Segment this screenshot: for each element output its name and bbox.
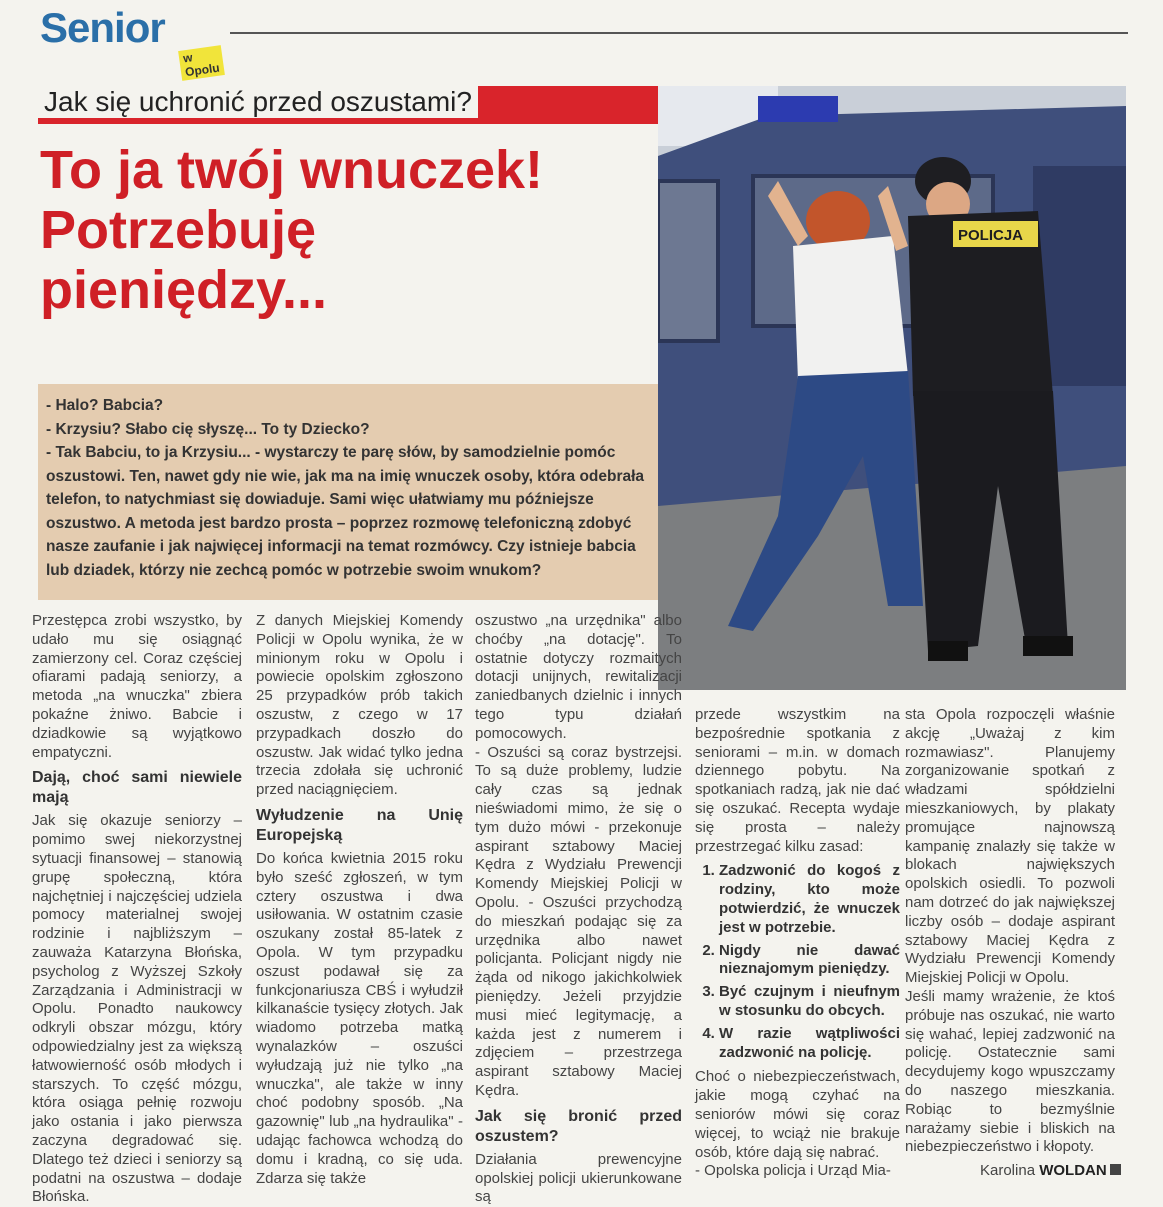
intro-box [38, 384, 660, 600]
safety-rule-1: 1. Zadzwonić do kogoś z rodziny, kto może potwierdzić, że wnuczek jest w potrzebie. [719, 862, 900, 937]
col2-paragraph-1: Z danych Miejskiej Komendy Policji w Opolu wynika, że w minionym roku w Opolu i powiecie opolskim zgłoszono 25 przypadków prób takich oszustw, z czego w 17 przypadkach doszło do oszustw. Jak widać tylko jedna trzecia zdołała się uchronić przed naciągnięciem. [256, 612, 463, 799]
end-mark-icon [1110, 1164, 1121, 1175]
intro-line-3: - Tak Babciu, to ja Krzysiu... - wystarczy te parę słów, by samodzielnie pomóc oszustowi. Ten, nawet gdy nie wie, jak ma na imię wnuczek osoby, która odebrała telefon, to natychmiast się dowiaduje. Sami więc ułatwiamy mu późniejsze oszustwo. A metoda jest bardzo prosta – poprzez rozmowę telefoniczną zdobyć nasze zaufanie i jak najwięcej informacji na temat rozmówcy. Czy istnieje babcia lub dziadek, którzy nie zechcą pomóc w potrzebie swoim wnukom? [46, 444, 645, 579]
col2-paragraph-2: Do końca kwietnia 2015 roku było sześć zgłoszeń, w tym cztery oszustwa i dwa usiłowania. W ostatnim czasie oszukany został 85-latek z Opola. W tym przypadku oszust podawał się za funkcjonariusza CBŚ i wyłudził kilkanaście tysięcy złotych. Jak wiadomo potrzeba matką wynalazków – oszuści wyłudzają już nie tylko „na wnuczka", ale także w inny choć podobny sposób. „Na gazownię" lub „na hydraulika" - udając fachowca wchodzą do domu i kradną, co się uda. Zdarza się także [256, 849, 463, 1187]
safety-rule-4: 4. W razie wątpliwości zadzwonić na policję. [719, 1025, 900, 1063]
intro-line-2: - Krzysiu? Słabo cię słyszę... To ty Dziecko? [46, 420, 370, 438]
column-2 [256, 612, 463, 1188]
police-photo [658, 86, 1126, 690]
top-rule [230, 32, 1128, 34]
masthead [40, 4, 221, 80]
magazine-tag: w Opolu [178, 45, 224, 81]
col3-subheading: Jak się bronić przed oszustem? [475, 1107, 682, 1145]
col4-paragraph-1: przede wszystkim na bezpośrednie spotkania z seniorami – m.in. w domach dziennego pobytu. Na spotkaniach radzą, jak nie dać się oszukać. Recepta wydaje się prosta – należy przestrzegać kilku zasad: [695, 706, 900, 855]
col1-paragraph-2: Jak się okazuje seniorzy – pomimo swej niekorzystnej sytuacji finansowej – stanowią grupę społeczną, która najchętniej i najczęściej udziela pomocy materialnej swojej rodzinie i najbliższym – zauważa Katarzyna Błońska, psycholog z Wyższej Szkoły Zarządzania i Administracji w Opolu. Ponadto naukowcy odkryli obszar mózgu, który odpowiedzialny jest za większą łatwowierność osób młodych i starszych. To część mózgu, która osiąga pełnię rozwoju jako ostania i jako pierwsza zaczyna degradować się. Dlatego też dzieci i seniorzy są podatni na oszustwa – dodaje Błońska. [32, 812, 242, 1206]
safety-rule-2: 2. Nigdy nie dawać nieznajomym pieniędzy. [719, 942, 900, 980]
photo-badge: POLICJA [958, 227, 1024, 244]
col1-subheading: Dają, choć sami niewiele mają [32, 769, 242, 807]
column-4 [695, 706, 900, 1181]
headline-line-3: pieniędzy... [40, 260, 328, 320]
headline [40, 140, 650, 320]
intro-line-1: - Halo? Babcia? [46, 397, 164, 414]
magazine-logo: Senior [40, 4, 165, 51]
col5-paragraph-1: sta Opola rozpoczęli właśnie akcję „Uważaj z kim rozmawiasz". Planujemy zorganizowanie spotkań z władzami spółdzielni mieszkaniowych, by plakaty promujące najnowszą kampanię znalazły się także w blokach największych opolskich osiedli. To pozwoli nam dotrzeć do jak największej liczby osób – dodaje aspirant sztabowy Maciej Kędra z Wydziału Prewencji Komendy Miejskiej Policji w Opolu. [905, 706, 1115, 987]
author-byline [980, 1162, 1121, 1179]
col5-paragraph-2: Jeśli mamy wrażenie, że ktoś próbuje nas oszukać, nie warto się wahać, lepiej zadzwonić na policję. Ostatecznie sami decydujemy kogo wpuszczamy do naszego mieszkania. Robiąc to bezmyślnie narażamy siebie i bliskich na niebezpieczeństwo i kłopoty. [905, 987, 1115, 1156]
col3-paragraph-3: Działania prewencyjne opolskiej policji ukierunkowane są [475, 1150, 682, 1206]
column-5 [905, 706, 1115, 1157]
kicker: Jak się uchronić przed oszustami? [38, 86, 478, 118]
safety-rules-list [695, 862, 900, 1062]
safety-rule-3: 3. Być czujnym i nieufnym w stosunku do obcych. [719, 983, 900, 1021]
headline-line-1: To ja twój wnuczek! [40, 140, 544, 200]
photo-illustration [658, 86, 1126, 690]
kicker-bar [38, 86, 658, 124]
column-1 [32, 612, 242, 1207]
headline-line-2: Potrzebuję [40, 200, 317, 260]
author-last-name: WOLDAN [1039, 1162, 1107, 1179]
col3-paragraph-1: oszustwo „na urzędnika" albo choćby „na dotację". To ostatnie dotyczy rozmaitych dotacji unijnych, rewitalizacji zaniedbanych dzielnic i innych tego typu działań pomocowych. [475, 612, 682, 742]
col4-paragraph-2: Choć o niebezpieczeństwach, jakie mogą czyhać na seniorów mówi się coraz więcej, to wciąż nie brakuje osób, które dają się nabrać. [695, 1068, 900, 1161]
column-3 [475, 612, 682, 1207]
author-first-name: Karolina [980, 1162, 1036, 1179]
col4-paragraph-3: - Opolska policja i Urząd Mia- [695, 1162, 891, 1180]
col2-subheading: Wyłudzenie na Unię Europejską [256, 806, 463, 844]
col1-paragraph-1: Przestępca zrobi wszystko, by udało mu się osiągnąć zamierzony cel. Coraz częściej ofiarami padają seniorzy, a metoda „na wnuczka" zbiera pokaźne żniwo. Babcie i dziadkowie są wyjątkowo empatyczni. [32, 612, 242, 761]
col3-paragraph-2: - Oszuści są coraz bystrzejsi. To są duże problemy, ludzie cały czas są jednak nieświadomi mimo, że się o tym dużo mówi - przekonuje aspirant sztabowy Maciej Kędra z Wydziału Prewencji Komendy Miejskiej Policji w Opolu. - Oszuści przychodzą do mieszkań podając się za urzędnika albo nawet policjanta. Policjant nigdy nie żąda od nikogo jakichkolwiek pieniędzy. Jeżeli przyjdzie musi mieć legitymację, a każda jest z numerem i zdjęciem – przestrzega aspirant sztabowy Maciej Kędra. [475, 743, 682, 1099]
